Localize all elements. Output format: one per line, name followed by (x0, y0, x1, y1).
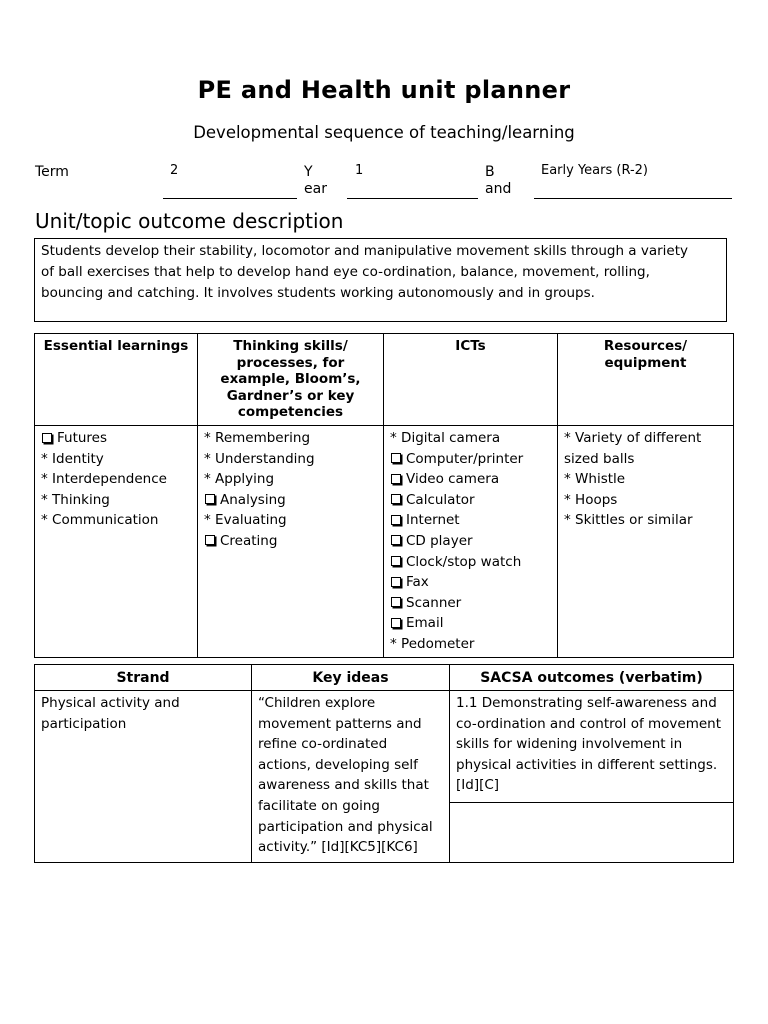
list-item (204, 510, 377, 531)
checkbox-square-icon (205, 535, 215, 545)
asterisk-bullet-icon: * (390, 430, 402, 446)
list-item (390, 510, 551, 531)
term-value: 2 (170, 163, 179, 178)
list-item-text: Applying (215, 471, 275, 488)
sacsa-outcome-cell: 1.1 Demonstrating self-awareness and co-ordination and control of movement skills for widening involvement in physical activities in different settings. [Id][C] (450, 691, 734, 803)
asterisk-bullet-icon: * (41, 471, 53, 488)
checkbox-square-icon (391, 474, 401, 484)
checkbox-square-icon (391, 535, 401, 545)
list-item-text: Interdependence (52, 471, 167, 488)
checkbox-square-icon (391, 577, 401, 587)
list-item (390, 469, 551, 490)
asterisk-bullet-icon: * (564, 471, 576, 488)
list-item-text: Creating (220, 532, 278, 549)
list-item-text: Pedometer (401, 635, 475, 652)
header-sacsa-outcomes: SACSA outcomes (verbatim) (450, 665, 734, 691)
band-value: Early Years (R-2) (541, 163, 649, 178)
list-item (564, 490, 727, 511)
list-item-text: Clock/stop watch (406, 553, 522, 570)
list-item (390, 449, 551, 470)
strand-table (34, 664, 734, 863)
list-item-text: Remembering (215, 430, 311, 446)
list-item-text: Skittles or similar (575, 512, 693, 529)
list-item-text: Evaluating (215, 512, 287, 529)
key-ideas-cell: “Children explore movement patterns and refine co-ordinated actions, developing self awareness and skills that facilitate on going participation and physical activity.” [Id][KC5][KC6] (252, 691, 450, 863)
list-item (390, 572, 551, 593)
year-value: 1 (355, 163, 364, 178)
strand-cell: Physical activity and participation (35, 691, 252, 863)
list-item-text: Hoops (575, 491, 618, 508)
list-item-text: Video camera (406, 471, 500, 488)
year-label: Y ear (304, 164, 327, 197)
asterisk-bullet-icon: * (564, 491, 576, 508)
checkbox-square-icon (391, 618, 401, 628)
list-item (564, 510, 727, 531)
list-item-text: Futures (57, 430, 108, 446)
list-item (204, 449, 377, 470)
resources-cell (558, 426, 734, 658)
header-strand: Strand (35, 665, 252, 691)
icts-cell (384, 426, 558, 658)
checkbox-square-icon (205, 494, 215, 504)
essential-learnings-cell (35, 426, 198, 658)
sacsa-outcome-empty-cell (450, 803, 734, 863)
page-subtitle: Developmental sequence of teaching/learning (193, 123, 575, 142)
list-item (564, 469, 727, 490)
list-item-text: Thinking (52, 491, 110, 508)
list-item-text: Understanding (215, 450, 315, 467)
list-item-text: Identity (52, 450, 104, 467)
asterisk-bullet-icon: * (204, 430, 216, 446)
planning-table (34, 333, 734, 658)
list-item (564, 428, 727, 449)
list-item (41, 428, 191, 449)
thinking-skills-cell (198, 426, 384, 658)
checkbox-square-icon (42, 433, 52, 443)
list-item (390, 634, 551, 655)
asterisk-bullet-icon: * (390, 635, 402, 652)
asterisk-bullet-icon: * (41, 512, 53, 529)
outcome-heading: Unit/topic outcome description (35, 209, 344, 233)
asterisk-bullet-icon: * (41, 491, 53, 508)
list-item (390, 428, 551, 449)
list-item (390, 490, 551, 511)
checkbox-square-icon (391, 556, 401, 566)
list-item-text: Whistle (575, 471, 626, 488)
checkbox-square-icon (391, 453, 401, 463)
list-item (41, 469, 191, 490)
list-item-text: Scanner (406, 594, 462, 611)
year-underline (347, 198, 478, 199)
list-item (41, 510, 191, 531)
page-title: PE and Health unit planner (197, 76, 571, 104)
list-item (390, 552, 551, 573)
list-item (41, 449, 191, 470)
list-item-text: Email (406, 615, 444, 632)
list-item-text: Communication (52, 512, 159, 529)
header-thinking-skills: Thinking skills/ processes, for example, Bloom’s, Gardner’s or key competencies (198, 334, 384, 426)
list-item (204, 469, 377, 490)
outcome-description: Students develop their stability, locomotor and manipulative movement skills through a variety of ball exercises that help to develop hand eye co-ordination, balance, movement, rolling, bouncing and catching. It involves students working autonomously and in groups. (34, 238, 727, 322)
list-item-text: CD player (406, 532, 473, 549)
list-item (204, 531, 377, 552)
header-resources: Resources/ equipment (558, 334, 734, 426)
term-underline (163, 198, 297, 199)
list-item (564, 449, 727, 470)
checkbox-square-icon (391, 515, 401, 525)
list-item (390, 593, 551, 614)
asterisk-bullet-icon: * (204, 512, 216, 529)
list-item-text: Digital camera (401, 430, 501, 446)
header-icts: ICTs (384, 334, 558, 426)
header-key-ideas: Key ideas (252, 665, 450, 691)
term-label: Term (35, 164, 69, 180)
band-label: B and (485, 164, 512, 197)
checkbox-square-icon (391, 597, 401, 607)
band-underline (534, 198, 732, 199)
list-item-text: Fax (406, 574, 429, 591)
list-item-text: Variety of different (575, 430, 702, 446)
asterisk-bullet-icon: * (564, 430, 576, 446)
list-item-text: Calculator (406, 491, 475, 508)
asterisk-bullet-icon: * (204, 450, 216, 467)
list-item (204, 490, 377, 511)
list-item-text: sized balls (564, 450, 635, 467)
list-item (204, 428, 377, 449)
header-essential-learnings: Essential learnings (35, 334, 198, 426)
asterisk-bullet-icon: * (204, 471, 216, 488)
checkbox-square-icon (391, 494, 401, 504)
list-item-text: Analysing (220, 491, 286, 508)
list-item-text: Computer/printer (406, 450, 524, 467)
asterisk-bullet-icon: * (41, 450, 53, 467)
list-item (390, 613, 551, 634)
list-item (41, 490, 191, 511)
list-item (390, 531, 551, 552)
asterisk-bullet-icon: * (564, 512, 576, 529)
list-item-text: Internet (406, 512, 460, 529)
